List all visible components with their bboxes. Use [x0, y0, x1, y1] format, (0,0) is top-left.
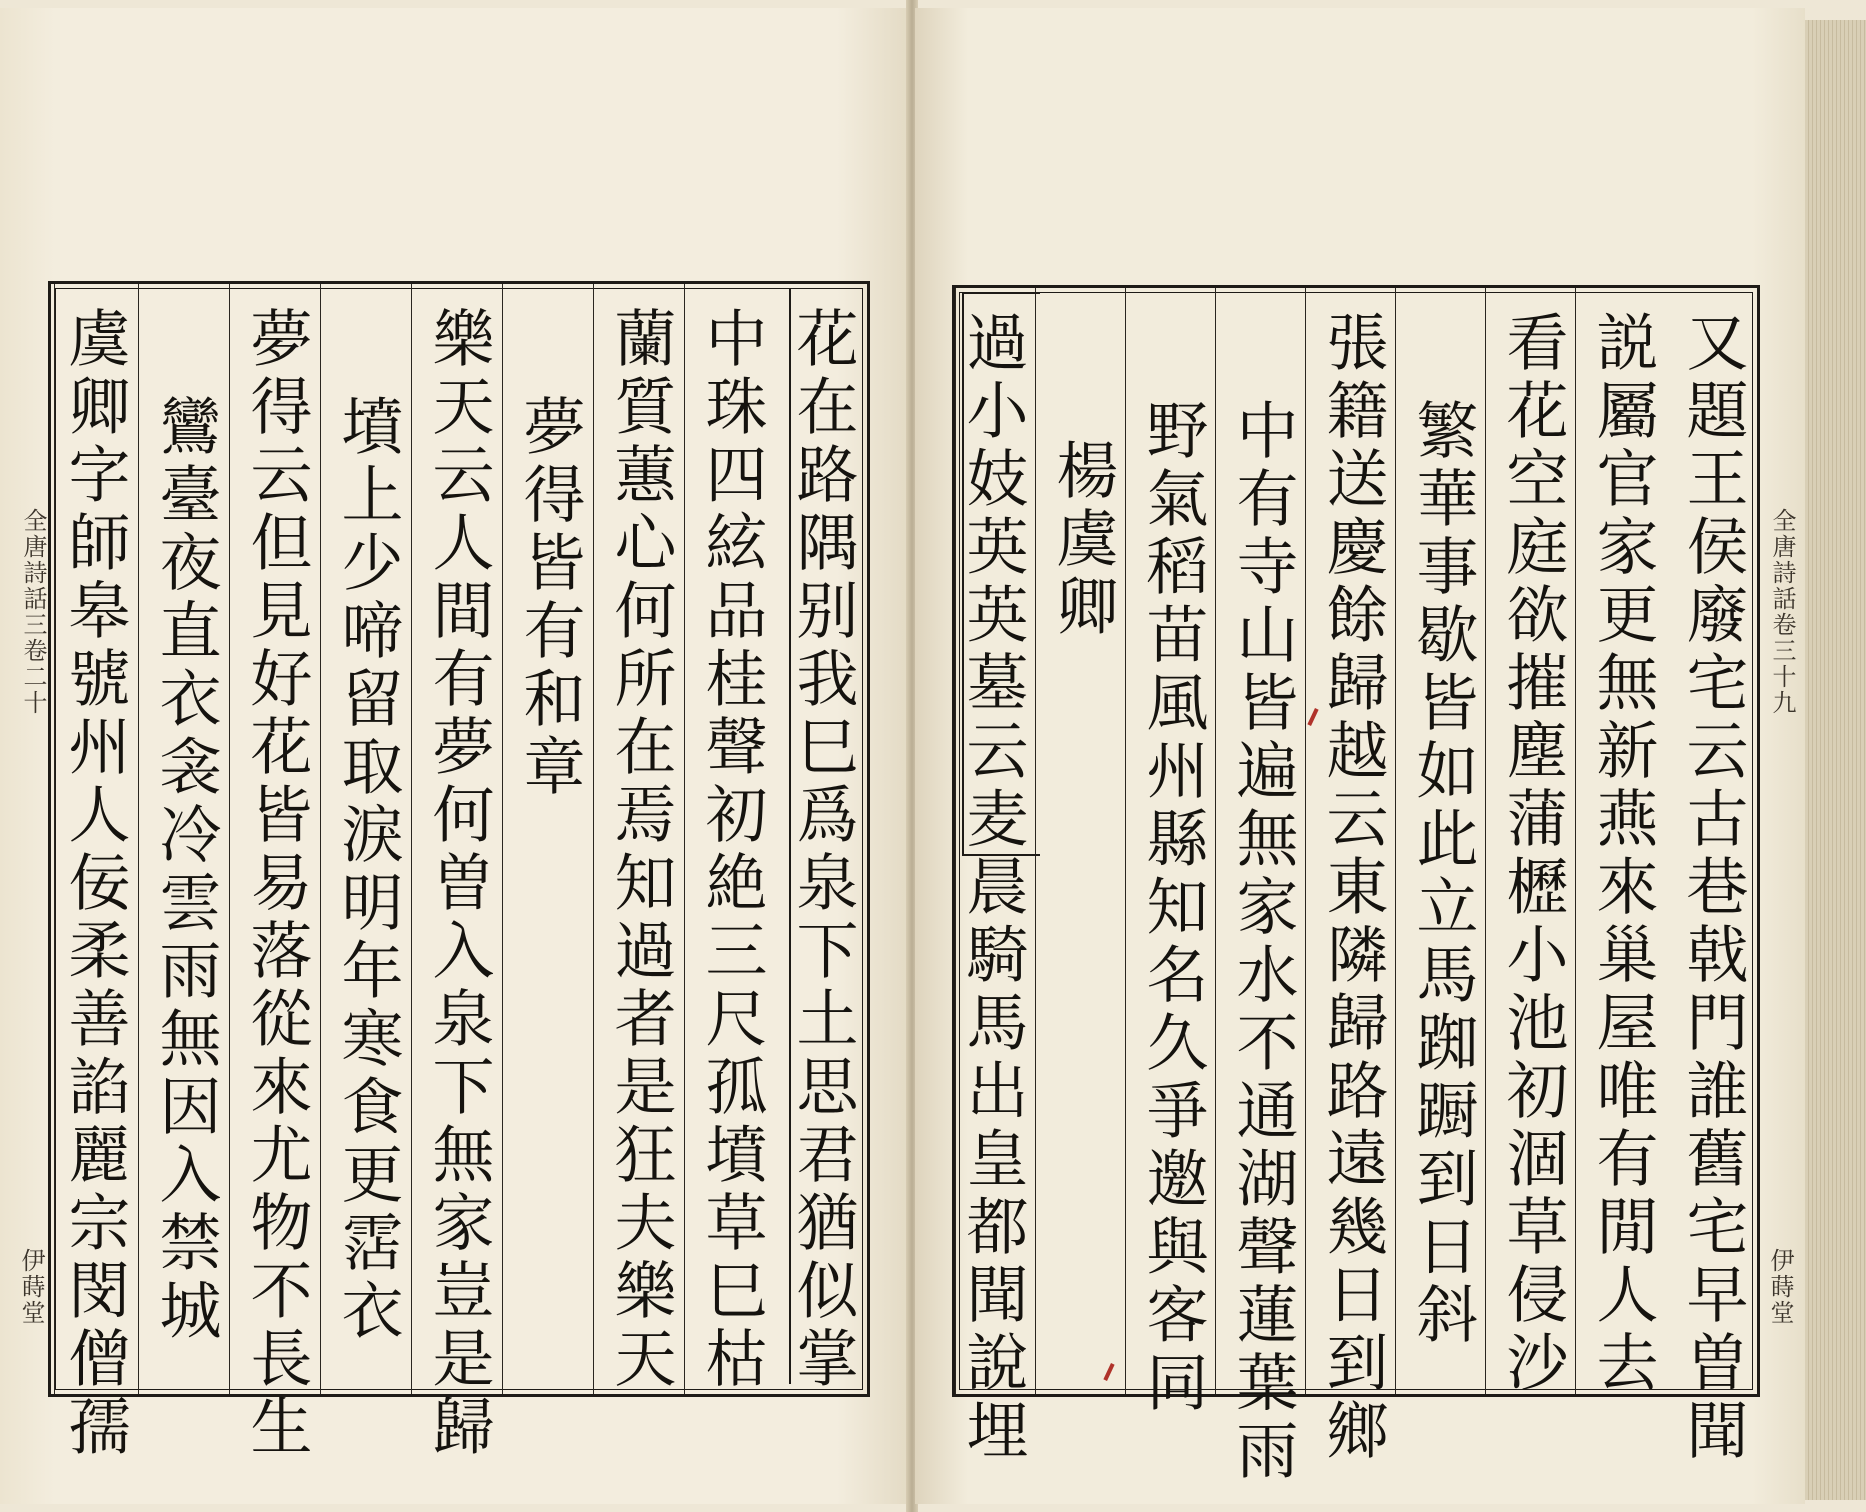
page-edges: [1805, 20, 1866, 1500]
column-text: 繁華事歇皆如此立馬踟蹰到日斜: [1406, 398, 1479, 1350]
column-text: 蘭質蕙心何所在焉知過者是狂夫樂天: [604, 306, 677, 1394]
right-column-6: [1215, 288, 1307, 1486]
left-column-6: [320, 284, 412, 1394]
left-column-2: [684, 284, 776, 1394]
column-text: 張籍送慶餘歸越云東隣歸路遠幾日到鄉: [1316, 310, 1389, 1466]
column-text: 過小妓英英墓云麦晨騎馬出皇都聞說埋: [956, 310, 1029, 1466]
column-text: 楊虞卿: [1046, 438, 1119, 642]
right-column-8: [1035, 288, 1127, 1394]
right-text-frame: [952, 285, 1760, 1486]
right-margin-publisher: 伊蒔堂: [1766, 1248, 1794, 1326]
column-text: 墳上少啼留取淚明年寒食更霑衣: [331, 394, 404, 1346]
left-margin-title: 全唐詩話三卷二十: [19, 508, 47, 716]
column-text: 中有寺山皆遍無家水不通湖聲蓮葉雨: [1226, 398, 1299, 1486]
left-column-4: [502, 284, 594, 1394]
column-text: 樂天云人間有夢何曽入泉下無家豈是歸: [422, 306, 495, 1462]
column-text: 夢得皆有和章: [513, 394, 586, 802]
left-column-7: [229, 284, 321, 1462]
left-text-frame: [48, 281, 870, 1462]
column-text: 虞卿字師皋號州人佞柔善諂麗宗閔僧孺: [58, 306, 131, 1462]
column-text: 説屬官家更無新燕來巢屋唯有閒人去: [1586, 310, 1659, 1398]
right-column-1: [1665, 288, 1757, 1466]
left-column-3: [593, 284, 685, 1394]
right-column-2: [1575, 288, 1667, 1398]
left-page: [0, 8, 910, 1504]
right-margin-title: 全唐詩話卷三十九: [1768, 508, 1796, 716]
column-text: 中珠四絃品桂聲初絶三尺孤墳草巳枯: [695, 306, 768, 1394]
left-column-9: [54, 284, 139, 1462]
right-column-5: [1305, 288, 1397, 1466]
right-column-4: [1395, 288, 1487, 1394]
right-column-7: [1125, 288, 1217, 1418]
column-text: 夢得云但見好花皆易落從來尤物不長生: [240, 306, 313, 1462]
column-text: 野氣稻苗風州縣知名久爭邀與客同: [1136, 398, 1209, 1418]
right-column-9: [955, 288, 1037, 1466]
left-column-1: [775, 284, 867, 1394]
left-column-8: [138, 284, 230, 1394]
left-margin-publisher: 伊蒔堂: [17, 1248, 45, 1326]
column-text: 花在路隅别我巳爲泉下土思君猶似掌: [786, 306, 859, 1394]
right-column-3: [1485, 288, 1577, 1398]
column-text: 又題王侯廢宅云古巷戟門誰舊宅早曽聞: [1676, 310, 1749, 1466]
right-title-box: [962, 292, 1040, 856]
column-text: 鸞臺夜直衣衾冷雲雨無因入禁城: [149, 394, 222, 1346]
column-text: 看花空庭欲摧塵蒲櫪小池初涸草侵沙: [1496, 310, 1569, 1398]
right-page: [915, 8, 1805, 1504]
left-column-5: [411, 284, 503, 1462]
